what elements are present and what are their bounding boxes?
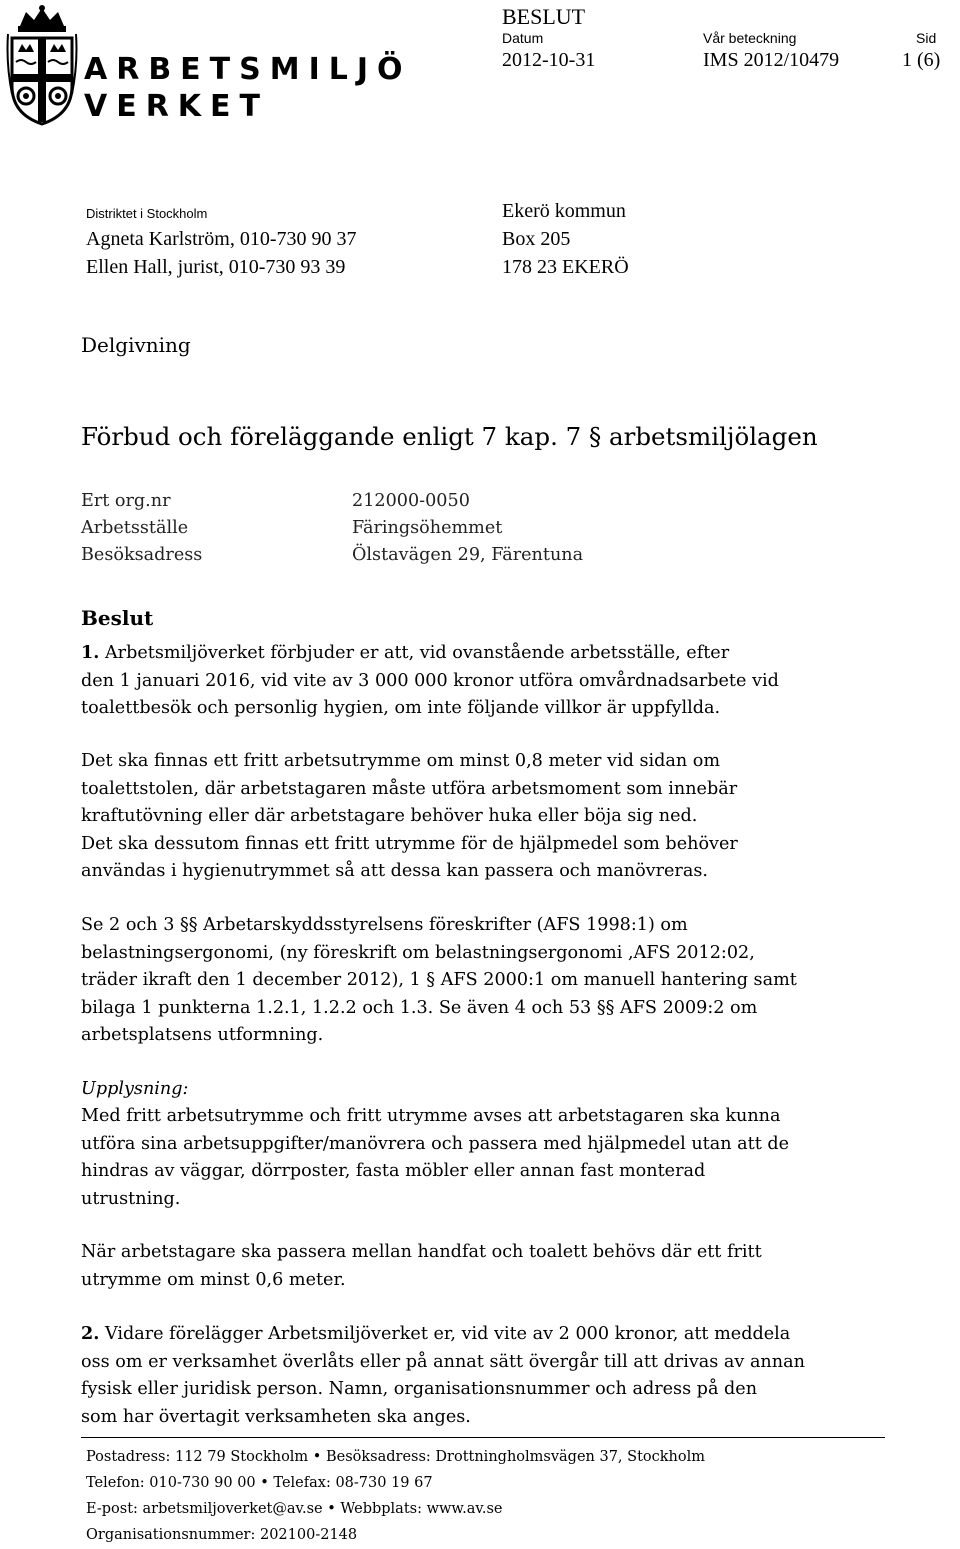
document-type: BESLUT	[502, 4, 586, 29]
date-label: Datum	[502, 30, 544, 46]
delivery-method: Delgivning	[81, 333, 191, 357]
decision-heading: Beslut	[81, 606, 154, 630]
clearance-paragraph: När arbetstagare ska passera mellan handfat och toalett behövs där ett fritt utrymme om minst 0,6 meter.	[81, 1242, 762, 1290]
info-label-visit-address: Besöksadress	[81, 545, 203, 565]
recipient-line-2: Box 205	[502, 228, 571, 250]
info-value-org-nr: 212000-0050	[352, 491, 470, 511]
logo-wordmark-line2: VERKET	[84, 89, 270, 124]
recipient-line-1: Ekerö kommun	[502, 200, 626, 222]
page-label: Sid	[916, 30, 937, 46]
note-paragraph: Med fritt arbetsutrymme och fritt utrymme avses att arbetstagaren ska kunna utföra sina arbetsuppgifter/manövrera och passera med hjälpmedel utan att de hindras av väggar, dörrposter, fasta möbler eller annan fast monterad utrustning.	[81, 1106, 790, 1209]
info-label-workplace: Arbetsställe	[81, 518, 189, 538]
item-number-1: 1.	[81, 642, 100, 663]
note-heading: Upplysning:	[81, 1079, 189, 1099]
sender-district: Distriktet i Stockholm	[86, 206, 208, 221]
reference-value: IMS 2012/10479	[703, 49, 840, 71]
sender-contact-1: Agneta Karlström, 010-730 90 37	[86, 228, 357, 250]
coat-of-arms-logo	[6, 4, 78, 126]
footer-divider	[81, 1437, 885, 1438]
decision-paragraph-2-injunction: 2. Vidare förelägger Arbetsmiljöverket er, vid vite av 2 000 kronor, att meddela oss om er verksamhet överlåts eller på annat sätt övergår till att drivas av annan fysisk eller juridisk person. Namn, organisationsnummer och adress på den som har övertagit verksamheten ska anges.	[81, 1323, 805, 1427]
info-label-org-nr: Ert org.nr	[81, 491, 171, 511]
footer-phone: Telefon: 010-730 90 00 • Telefax: 08-730 19 67	[86, 1475, 433, 1491]
logo-wordmark-line1: ARBETSMILJÖ	[84, 52, 412, 87]
decision-paragraph-1: 1. Arbetsmiljöverket förbjuder er att, vid ovanstående arbetsställe, efter den 1 januari 2016, vid vite av 3 000 000 kronor utföra omvårdnadsarbete vid toalettbesök och personlig hygien, om inte följande villkor är uppfyllda.	[81, 642, 779, 718]
footer-postal-address: Postadress: 112 79 Stockholm • Besöksadress: Drottningholmsvägen 37, Stockholm	[86, 1449, 706, 1465]
sender-contact-2: Ellen Hall, jurist, 010-730 93 39	[86, 256, 346, 278]
page-value: 1 (6)	[902, 49, 941, 71]
footer-email-web: E-post: arbetsmiljoverket@av.se • Webbplats: www.av.se	[86, 1501, 503, 1517]
footer-org-number: Organisationsnummer: 202100-2148	[86, 1527, 358, 1543]
reference-label: Vår beteckning	[703, 30, 797, 46]
recipient-line-3: 178 23 EKERÖ	[502, 256, 629, 278]
decision-paragraph-2: Det ska finnas ett fritt arbetsutrymme om minst 0,8 meter vid sidan om toalettstolen, där arbetstagaren måste utföra arbetsmoment som innebär kraftutövning eller där arbetstagare behöver huka eller böja sig ned. Det ska dessutom finnas ett fritt utrymme för de hjälpmedel som behöver användas i hygienutrymmet så att dessa kan passera och manövreras.	[81, 751, 738, 881]
document-title: Förbud och föreläggande enligt 7 kap. 7 § arbetsmiljölagen	[81, 422, 818, 451]
date-value: 2012-10-31	[502, 49, 596, 71]
decision-paragraph-3: Se 2 och 3 §§ Arbetarskyddsstyrelsens föreskrifter (AFS 1998:1) om belastningsergonomi, (ny föreskrift om belastningsergonomi ,AFS 2012:02, träder ikraft den 1 december 2012), 1 § AFS 2000:1 om manuell hantering samt bilaga 1 punkterna 1.2.1, 1.2.2 och 1.3. Se även 4 och 53 §§ AFS 2009:2 om arbetsplatsens utformning.	[81, 915, 797, 1045]
item-number-2: 2.	[81, 1323, 100, 1344]
info-value-visit-address: Ölstavägen 29, Färentuna	[352, 545, 584, 565]
info-value-workplace: Färingsöhemmet	[352, 518, 503, 538]
